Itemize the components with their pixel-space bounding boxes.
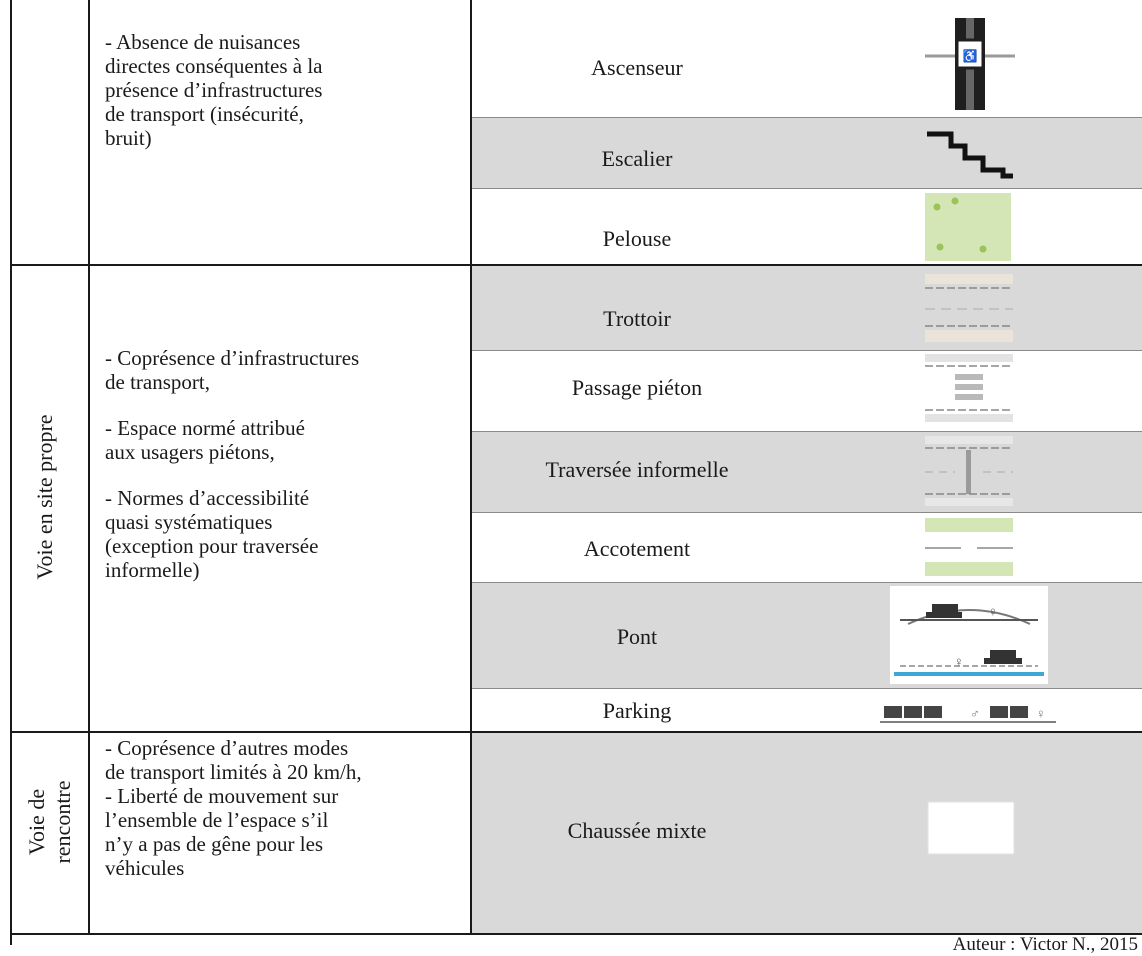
section-divider-2 bbox=[10, 731, 1142, 733]
row-label-escalier: Escalier bbox=[601, 146, 673, 171]
row-divider bbox=[472, 431, 1142, 432]
rencontre-description: - Coprésence d’autres modes de transport limités à 20 km/h, - Liberté de mouvement sur l’ensemble de l’espace s’il n’y a pas de gêne pour les véhicules bbox=[105, 736, 362, 880]
crosswalk-icon bbox=[925, 354, 1013, 426]
description-column-divider bbox=[470, 0, 472, 935]
row-label-trottoir: Trottoir bbox=[603, 306, 671, 331]
label-column-divider bbox=[88, 0, 90, 935]
site-propre-description: - Coprésence d’infrastructures de transport, - Espace normé attribué aux usagers piétons, - Normes d’accessibilité quasi systématiques (exception pour traversée informelle) bbox=[105, 346, 360, 582]
row-divider bbox=[472, 512, 1142, 513]
row-divider bbox=[472, 582, 1142, 583]
stairs-icon bbox=[925, 128, 1015, 180]
mixed-road-icon bbox=[928, 802, 1014, 854]
section-label-site-propre: Voie en site propre bbox=[32, 414, 57, 580]
svg-text:♀: ♀ bbox=[954, 654, 964, 669]
shoulder-icon bbox=[925, 518, 1013, 578]
section-divider-1 bbox=[10, 264, 1142, 266]
top-description: - Absence de nuisances directes conséquentes à la présence d’infrastructures de transport (insécurité, bruit) bbox=[105, 30, 323, 150]
left-border bbox=[10, 0, 12, 945]
lawn-icon bbox=[925, 193, 1011, 261]
author-credit: Auteur : Victor N., 2015 bbox=[952, 934, 1138, 955]
parking-icon bbox=[880, 700, 1064, 726]
svg-text:♀: ♀ bbox=[988, 604, 998, 619]
informal-crossing-icon bbox=[925, 436, 1013, 508]
row-label-parking: Parking bbox=[602, 698, 672, 723]
sidewalk-icon bbox=[925, 274, 1013, 344]
elevator-icon bbox=[925, 18, 1015, 110]
row-label-ascenseur: Ascenseur bbox=[591, 55, 683, 80]
section-label-rencontre: Voie de rencontre bbox=[24, 780, 75, 864]
row-divider bbox=[472, 350, 1142, 351]
row-label-passage-pieton: Passage piéton bbox=[571, 375, 703, 400]
row-label-pelouse: Pelouse bbox=[602, 226, 672, 251]
row-label-accotement: Accotement bbox=[583, 536, 691, 561]
row-divider bbox=[472, 688, 1142, 689]
row-label-pont: Pont bbox=[616, 624, 658, 649]
row-divider bbox=[472, 188, 1142, 189]
row-label-traversee-informelle: Traversée informelle bbox=[545, 457, 729, 482]
svg-text:♿: ♿ bbox=[962, 49, 978, 63]
row-divider bbox=[472, 117, 1142, 118]
bridge-icon bbox=[890, 586, 1048, 684]
svg-text:♂: ♂ bbox=[970, 706, 980, 721]
svg-text:♀: ♀ bbox=[1036, 706, 1046, 721]
row-label-chaussee-mixte: Chaussée mixte bbox=[567, 818, 707, 843]
